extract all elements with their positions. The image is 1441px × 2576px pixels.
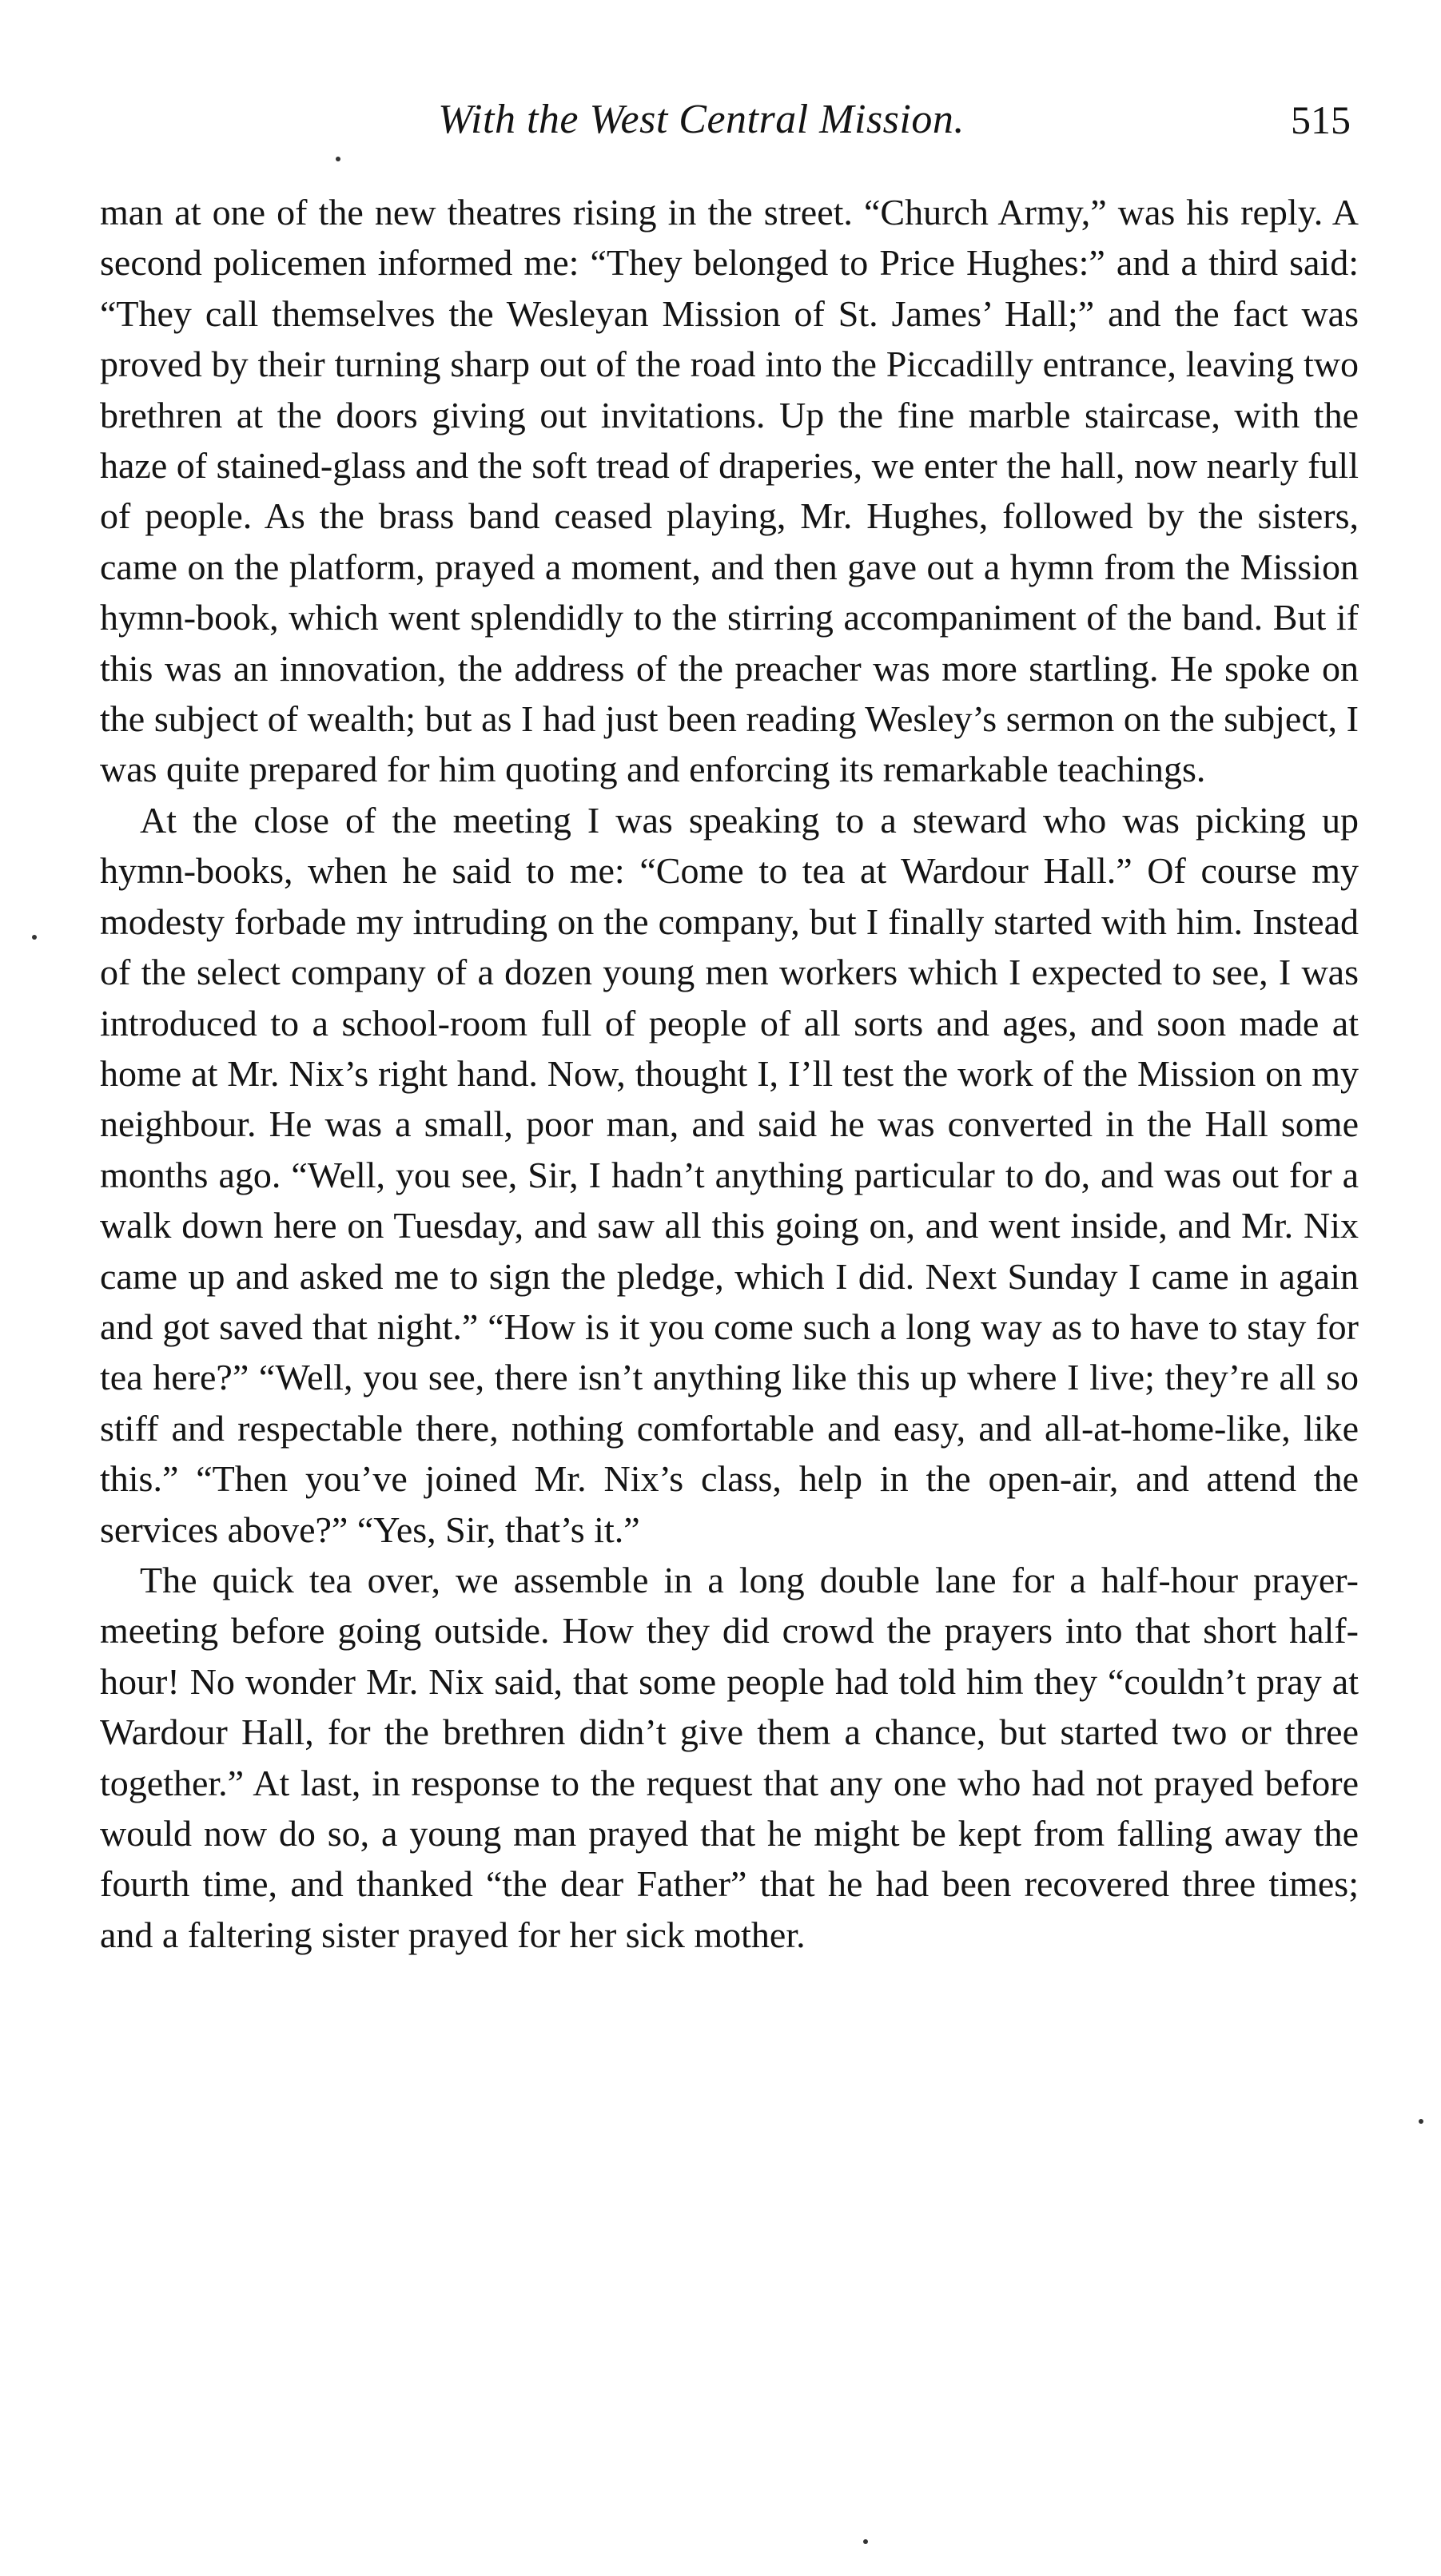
paragraph-3: The quick tea over, we assemble in a long double lane for a half-hour prayer-meeting before going outside. How they did crowd the prayers into that short half-hour! No wonder Mr. Nix said, that some people had told him they “couldn’t pray at Wardour Hall, for the brethren didn’t give them a chance, but started two or three together.” At last, in response to the request that any one who had not prayed before would now do so, a young man prayed that he might be kept from falling away the fourth time, and thanked “the dear Father” that he had been recovered three times; and a faltering sister prayed for her sick mother. (100, 1559, 1359, 1955)
paragraph-1: man at one of the new theatres rising in the street. “Church Army,” was his reply. A second policemen informed me: “They belonged to Price Hughes:” and a third said: “They call themselves the Wesleyan Mission of St. James’ Hall;” and the fact was proved by their turning sharp out of the road into the Piccadilly entrance, leaving two brethren at the doors giving out invitations. Up the fine marble staircase, with the haze of stained-glass and the soft tread of draperies, we enter the hall, now nearly full of people. As the brass band ceased playing, Mr. Hughes, followed by the sisters, came on the platform, prayed a moment, and then gave out a hymn from the Mission hymn-book, which went splendidly to the stirring accompaniment of the band. But if this was an innovation, the address of the preacher was more startling. He spoke on the subject of wealth; but as I had just been reading Wesley’s sermon on the subject, I was quite prepared for him quoting and enforcing its remarkable teachings. (100, 192, 1359, 790)
running-header (100, 88, 1359, 152)
print-speck (1419, 2119, 1423, 2124)
page-number: 515 (1291, 97, 1351, 142)
print-speck (863, 2539, 868, 2544)
print-speck (336, 157, 340, 161)
body-text (100, 187, 1359, 1960)
paragraph-2: At the close of the meeting I was speaking to a steward who was picking up hymn-books, when he said to me: “Come to tea at Wardour Hall.” Of course my modesty forbade my intruding on the company, but I finally started with him. Instead of the select company of a dozen young men workers which I expected to see, I was introduced to a school-room full of people of all sorts and ages, and soon made at home at Mr. Nix’s right hand. Now, thought I, I’ll test the work of the Mission on my neighbour. He was a small, poor man, and said he was converted in the Hall some months ago. “Well, you see, Sir, I hadn’t anything particular to do, and was out for a walk down here on Tuesday, and saw all this going on, and went inside, and Mr. Nix came up and asked me to sign the pledge, which I did. Next Sunday I came in again and got saved that night.” “How is it you come such a long way as to have to stay for tea here?” “Well, you see, there isn’t anything like this up where I live; they’re all so stiff and respectable there, nothing comfortable and easy, and all-at-home-like, like this.” “Then you’ve joined Mr. Nix’s class, help in the open-air, and attend the services above?” “Yes, Sir, that’s it.” (100, 799, 1359, 1550)
book-page (100, 88, 1359, 1960)
print-speck (32, 935, 37, 940)
running-title: With the West Central Mission. (438, 97, 965, 142)
